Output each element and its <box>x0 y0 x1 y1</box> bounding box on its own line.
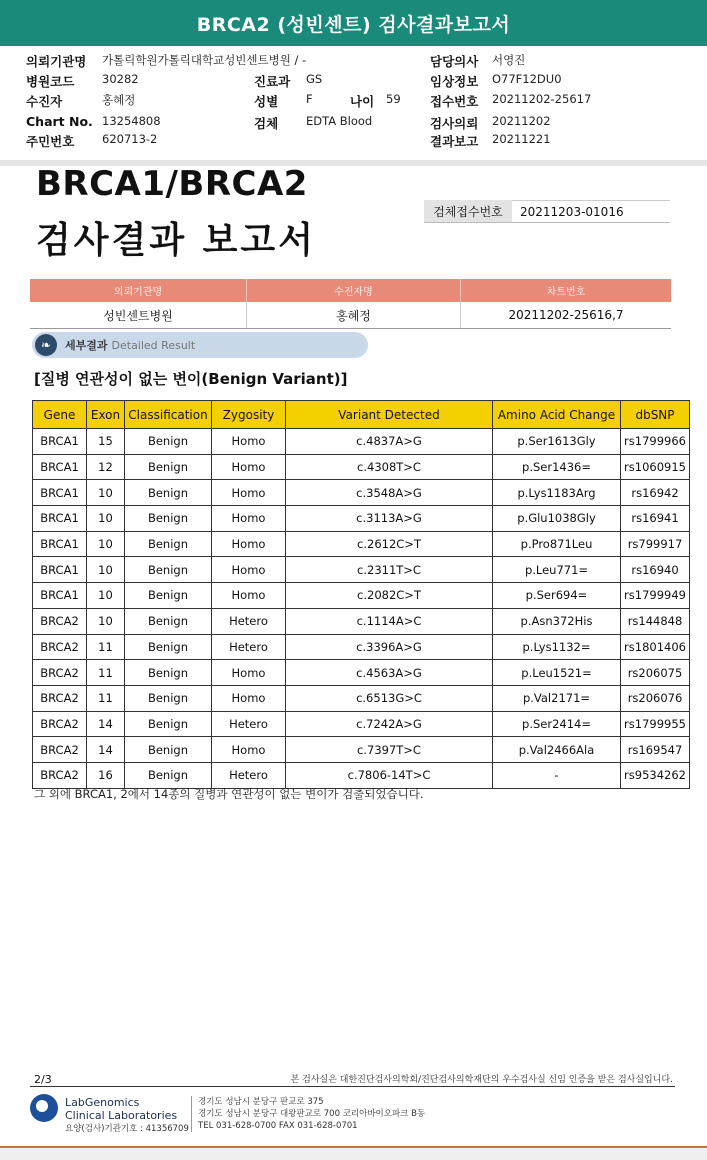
patient-info-block <box>26 52 696 152</box>
table-row <box>33 762 690 788</box>
col-exon: Exon <box>87 401 125 429</box>
cell-gene: BRCA1 <box>33 557 87 583</box>
lab-name-line1: LabGenomics <box>65 1096 140 1109</box>
pt-cell-hospital: 성빈센트병원 <box>30 302 247 329</box>
pt-header-patient: 수진자명 <box>247 279 461 302</box>
address-line1: 경기도 성남시 분당구 판교로 375 <box>198 1097 324 1107</box>
cell-variant: c.3548A>G <box>286 480 493 506</box>
rrn-value: 620713-2 <box>102 132 158 146</box>
cell-dbsnp: rs206076 <box>621 685 690 711</box>
table-row <box>33 634 690 660</box>
cell-variant: c.3396A>G <box>286 634 493 660</box>
cell-variant: c.7397T>C <box>286 737 493 763</box>
cell-variant: c.2311T>C <box>286 557 493 583</box>
sex-label: 성별 <box>254 94 279 109</box>
specimen-label: 검체 <box>254 116 279 131</box>
sex-value: F <box>306 92 313 106</box>
cell-variant: c.4308T>C <box>286 454 493 480</box>
cell-variant: c.7242A>G <box>286 711 493 737</box>
cell-amino-acid: p.Ser2414= <box>493 711 621 737</box>
cell-zygosity: Hetero <box>212 762 286 788</box>
cell-gene: BRCA2 <box>33 711 87 737</box>
cell-gene: BRCA2 <box>33 762 87 788</box>
cell-amino-acid: p.Lys1183Arg <box>493 480 621 506</box>
cell-zygosity: Homo <box>212 454 286 480</box>
cell-dbsnp: rs1060915 <box>621 454 690 480</box>
patient-value: 홍혜정 <box>102 93 136 107</box>
lab-name <box>65 1096 177 1122</box>
cell-zygosity: Hetero <box>212 634 286 660</box>
lab-name-line2: Clinical Laboratories <box>65 1109 178 1122</box>
table-row <box>33 454 690 480</box>
cell-amino-acid: p.Leu771= <box>493 557 621 583</box>
cell-variant: c.3113A>G <box>286 506 493 532</box>
cell-gene: BRCA1 <box>33 454 87 480</box>
cell-dbsnp: rs1801406 <box>621 634 690 660</box>
cell-classification: Benign <box>125 634 212 660</box>
cell-classification: Benign <box>125 480 212 506</box>
doctor-label: 담당의사 <box>430 54 479 69</box>
patient-summary-table <box>30 279 671 329</box>
rrn-label: 주민번호 <box>26 134 75 149</box>
cell-zygosity: Hetero <box>212 711 286 737</box>
lab-code: 요양(검사)기관기호 : 41356709 <box>65 1124 189 1134</box>
cell-dbsnp: rs144848 <box>621 608 690 634</box>
col-classification: Classification <box>125 401 212 429</box>
cell-gene: BRCA2 <box>33 685 87 711</box>
col-zygosity: Zygosity <box>212 401 286 429</box>
cell-exon: 14 <box>87 737 125 763</box>
cell-exon: 10 <box>87 608 125 634</box>
cell-exon: 10 <box>87 557 125 583</box>
cell-exon: 10 <box>87 583 125 609</box>
clinical-label: 임상정보 <box>430 74 479 89</box>
cell-gene: BRCA1 <box>33 506 87 532</box>
col-gene: Gene <box>33 401 87 429</box>
pt-header-hospital: 의뢰기관명 <box>30 279 247 302</box>
cell-amino-acid: p.Ser1613Gly <box>493 429 621 455</box>
cell-dbsnp: rs16941 <box>621 506 690 532</box>
cell-exon: 16 <box>87 762 125 788</box>
cell-variant: c.2612C>T <box>286 531 493 557</box>
report-title-bar <box>0 0 707 46</box>
certification-text: 본 검사실은 대한진단검사의학회/진단검사의학재단의 우수검사실 신임 인증을 받은 검사실입니다. <box>290 1075 673 1085</box>
table-row <box>33 660 690 686</box>
chart-value: 13254808 <box>102 114 161 128</box>
page-number: 2/3 <box>34 1073 52 1086</box>
cell-zygosity: Hetero <box>212 608 286 634</box>
cell-exon: 14 <box>87 711 125 737</box>
col-variant: Variant Detected <box>286 401 493 429</box>
cell-amino-acid: p.Pro871Leu <box>493 531 621 557</box>
cell-amino-acid: p.Val2171= <box>493 685 621 711</box>
cell-classification: Benign <box>125 557 212 583</box>
cell-classification: Benign <box>125 711 212 737</box>
cell-classification: Benign <box>125 608 212 634</box>
cell-gene: BRCA1 <box>33 531 87 557</box>
cell-zygosity: Homo <box>212 429 286 455</box>
cell-classification: Benign <box>125 531 212 557</box>
cell-exon: 11 <box>87 634 125 660</box>
table-row <box>33 429 690 455</box>
report-header-title: BRCA2 (성빈센트) 검사결과보고서 <box>196 13 511 36</box>
cell-gene: BRCA1 <box>33 429 87 455</box>
cell-dbsnp: rs1799955 <box>621 711 690 737</box>
cell-gene: BRCA2 <box>33 608 87 634</box>
doctor-value: 서영진 <box>492 53 526 67</box>
chart-label: Chart No. <box>26 114 93 129</box>
cell-amino-acid: - <box>493 762 621 788</box>
cell-variant: c.7806-14T>C <box>286 762 493 788</box>
footer-vertical-divider <box>191 1096 192 1132</box>
receipt-value: 20211202-25617 <box>492 92 592 106</box>
detail-label-en: Detailed Result <box>111 338 196 352</box>
cell-zygosity: Homo <box>212 660 286 686</box>
cell-exon: 15 <box>87 429 125 455</box>
section-title: [질병 연관성이 없는 변이(Benign Variant)] <box>34 370 348 388</box>
hospcode-label: 병원코드 <box>26 74 75 89</box>
cell-exon: 11 <box>87 660 125 686</box>
report-date-label: 결과보고 <box>430 134 479 149</box>
cell-classification: Benign <box>125 583 212 609</box>
cell-amino-acid: p.Leu1521= <box>493 660 621 686</box>
sample-number-value: 20211203-01016 <box>512 200 670 222</box>
table-row <box>33 480 690 506</box>
report-title-ko: 검사결과 보고서 <box>36 220 316 261</box>
cell-dbsnp: rs1799966 <box>621 429 690 455</box>
cell-gene: BRCA2 <box>33 634 87 660</box>
col-amino-acid: Amino Acid Change <box>493 401 621 429</box>
cell-classification: Benign <box>125 685 212 711</box>
cell-dbsnp: rs9534262 <box>621 762 690 788</box>
cell-amino-acid: p.Ser694= <box>493 583 621 609</box>
hospcode-value: 30282 <box>102 72 139 86</box>
table-row <box>33 557 690 583</box>
table-row <box>33 685 690 711</box>
address-line2: 경기도 성남시 분당구 대왕판교로 700 코리아바이오파크 B동 <box>198 1109 426 1119</box>
cell-exon: 10 <box>87 506 125 532</box>
contact-line: TEL 031-628-0700 FAX 031-628-0701 <box>198 1121 358 1131</box>
cell-zygosity: Homo <box>212 583 286 609</box>
sample-number-label: 검체접수번호 <box>424 200 512 222</box>
cell-classification: Benign <box>125 429 212 455</box>
cell-gene: BRCA2 <box>33 737 87 763</box>
cell-dbsnp: rs1799949 <box>621 583 690 609</box>
cell-dbsnp: rs169547 <box>621 737 690 763</box>
table-row <box>33 711 690 737</box>
ribbon-icon: ❧ <box>35 334 57 356</box>
cell-amino-acid: p.Lys1132= <box>493 634 621 660</box>
cell-zygosity: Homo <box>212 506 286 532</box>
footer-divider <box>30 1086 675 1087</box>
bottom-gray-strip <box>0 1148 707 1160</box>
request-value: 20211202 <box>492 114 551 128</box>
cell-classification: Benign <box>125 737 212 763</box>
cell-dbsnp: rs206075 <box>621 660 690 686</box>
cell-variant: c.4563A>G <box>286 660 493 686</box>
specimen-value: EDTA Blood <box>306 114 373 128</box>
table-row <box>33 506 690 532</box>
clinical-value: O77F12DU0 <box>492 72 562 86</box>
age-value: 59 <box>386 92 401 106</box>
lab-address <box>198 1096 425 1132</box>
cell-amino-acid: p.Glu1038Gly <box>493 506 621 532</box>
patient-label: 수진자 <box>26 94 63 109</box>
cell-exon: 10 <box>87 531 125 557</box>
report-title-gene: BRCA1/BRCA2 <box>36 164 308 204</box>
variant-table <box>32 400 690 789</box>
hospital-value: 가톨릭학원가톨릭대학교성빈센트병원 / - <box>102 53 307 67</box>
cell-gene: BRCA2 <box>33 660 87 686</box>
cell-classification: Benign <box>125 454 212 480</box>
age-label: 나이 <box>350 94 375 109</box>
cell-variant: c.6513G>C <box>286 685 493 711</box>
request-label: 검사의뢰 <box>430 116 479 131</box>
cell-variant: c.4837A>G <box>286 429 493 455</box>
cell-zygosity: Homo <box>212 685 286 711</box>
cell-zygosity: Homo <box>212 737 286 763</box>
cell-exon: 12 <box>87 454 125 480</box>
dept-value: GS <box>306 72 323 86</box>
cell-amino-acid: p.Asn372His <box>493 608 621 634</box>
cell-variant: c.1114A>C <box>286 608 493 634</box>
cell-exon: 10 <box>87 480 125 506</box>
report-date-value: 20211221 <box>492 132 551 146</box>
cell-classification: Benign <box>125 762 212 788</box>
cell-amino-acid: p.Ser1436= <box>493 454 621 480</box>
dept-label: 진료과 <box>254 74 291 89</box>
receipt-label: 접수번호 <box>430 94 479 109</box>
table-row <box>33 583 690 609</box>
sample-number-box <box>424 200 670 223</box>
table-row <box>33 531 690 557</box>
cell-classification: Benign <box>125 660 212 686</box>
table-row <box>33 737 690 763</box>
hospital-label: 의뢰기관명 <box>26 54 87 69</box>
footnote: 그 외에 BRCA1, 2에서 14종의 질병과 연관성이 없는 변이가 검출되었습니다. <box>34 787 424 801</box>
cell-dbsnp: rs799917 <box>621 531 690 557</box>
col-dbsnp: dbSNP <box>621 401 690 429</box>
detailed-result-pill <box>32 332 368 358</box>
cell-amino-acid: p.Val2466Ala <box>493 737 621 763</box>
table-row <box>33 608 690 634</box>
pt-cell-patient: 홍혜정 <box>247 302 461 329</box>
cell-dbsnp: rs16942 <box>621 480 690 506</box>
cell-gene: BRCA1 <box>33 480 87 506</box>
pt-header-chart: 차트번호 <box>461 279 672 302</box>
cell-classification: Benign <box>125 506 212 532</box>
cell-variant: c.2082C>T <box>286 583 493 609</box>
variant-table-body <box>33 429 690 789</box>
labgenomics-logo-icon <box>30 1094 58 1122</box>
pt-cell-chart: 20211202-25616,7 <box>461 302 672 329</box>
cell-gene: BRCA1 <box>33 583 87 609</box>
cell-exon: 11 <box>87 685 125 711</box>
cell-zygosity: Homo <box>212 557 286 583</box>
cell-zygosity: Homo <box>212 480 286 506</box>
cell-zygosity: Homo <box>212 531 286 557</box>
cell-dbsnp: rs16940 <box>621 557 690 583</box>
detail-label-ko: 세부결과 <box>65 339 108 352</box>
